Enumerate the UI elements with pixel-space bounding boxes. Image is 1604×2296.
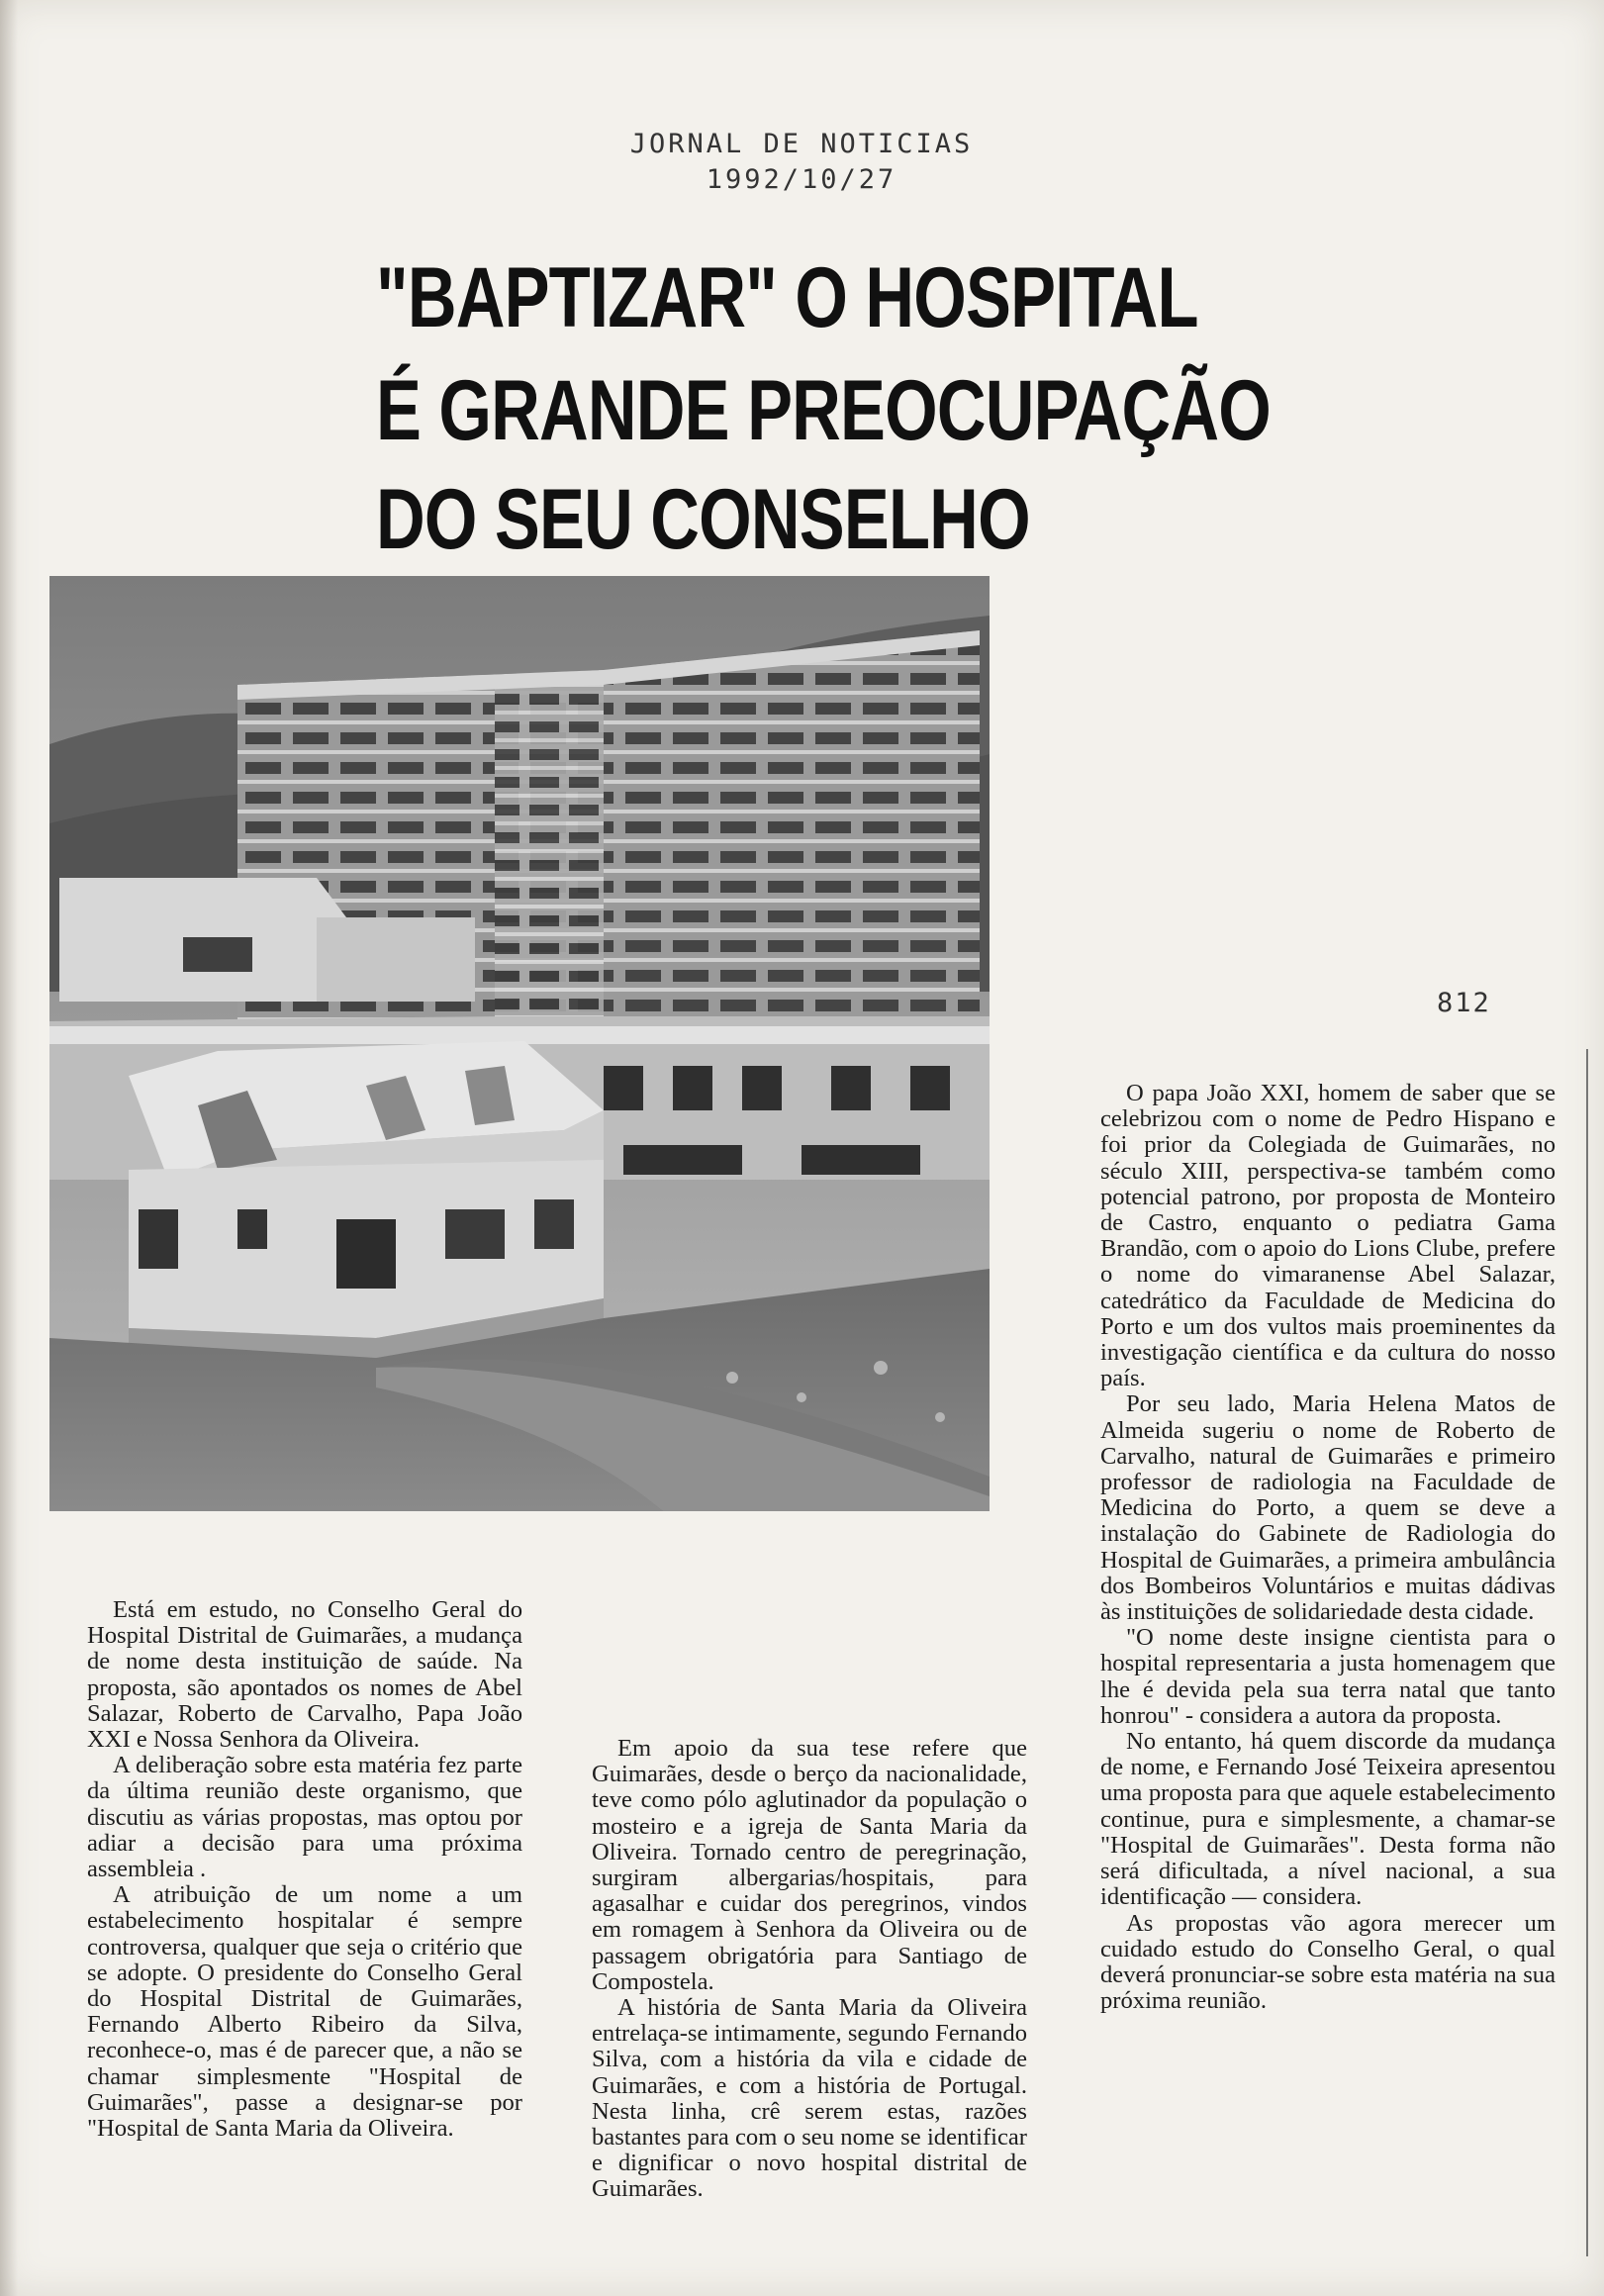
paragraph: As propostas vão agora merecer um cuidado estudo do Conselho Geral, o qual deverá pronunciar-se sobre esta matéria na sua próxima reunião. [1100, 1909, 1556, 2015]
paragraph: "O nome deste insigne cientista para o hospital representaria a justa homenagem que lhe é devida pela sua terra natal que tanto honrou" - considera a autora da proposta. [1100, 1624, 1556, 1729]
article-column-1 [87, 1597, 522, 2142]
headline-line-3: DO SEU CONSELHO [376, 472, 1030, 567]
paragraph: A história de Santa Maria da Oliveira entrelaça-se intimamente, segundo Fernando Silva, com a história da vila e cidade de Guimarães, e com a história de Portugal. Nesta linha, crê serem estas, razões bastantes para com o seu nome se identificar e dignificar o novo hospital distrital de Guimarães. [592, 1994, 1027, 2203]
margin-rule [1586, 1049, 1588, 2256]
paragraph: No entanto, há quem discorde da mudança de nome, e Fernando José Teixeira apresentou uma proposta para que aquele estabelecimento continue, pura e simplesmente, a chamar-se "Hospital de Guimarães". Desta forma não será dificultada, a nível nacional, a sua identificação — considera. [1100, 1728, 1556, 1911]
hospital-photo [49, 576, 990, 1511]
article-column-3 [1100, 1081, 1556, 2014]
headline-line-1: "BAPTIZAR" O HOSPITAL [376, 250, 1198, 345]
paragraph: Está em estudo, no Conselho Geral do Hospital Distrital de Guimarães, a mudança de nome desta instituição de saúde. Na proposta, são apontados os nomes de Abel Salazar, Roberto de Carvalho, Papa João XXI e Nossa Senhora da Oliveira. [87, 1596, 522, 1754]
newspaper-source-stamp: JORNAL DE NOTICIAS [629, 129, 974, 159]
paragraph: A deliberação sobre esta matéria fez parte da última reunião deste organismo, que discutiu as várias propostas, mas optou por adiar a decisão para uma próxima assembleia . [87, 1752, 522, 1883]
headline-line-2: É GRANDE PREOCUPAÇÃO [376, 363, 1271, 458]
page-number: 812 [1437, 988, 1491, 1018]
hospital-building-illustration [49, 576, 990, 1511]
paragraph: A atribuição de um nome a um estabelecimento hospitalar é sempre controversa, qualquer que seja o critério que se adopte. O presidente do Conselho Geral do Hospital Distrital de Guimarães, Fernando Alberto Ribeiro da Silva, reconhece-o, mas é de parecer que, a não se chamar simplesmente "Hospital de Guimarães", passe a designar-se por "Hospital de Santa Maria da Oliveira. [87, 1881, 522, 2143]
scan-edge-shadow [0, 0, 18, 2296]
paragraph: Em apoio da sua tese refere que Guimarães, desde o berço da nacionalidade, teve como pólo aglutinador da população o mosteiro e a igreja de Santa Maria da Oliveira. Tornado centro de peregrinação, surgiram albergarias/hospitais, para agasalhar e cuidar dos peregrinos, vindos em romagem à Senhora da Oliveira ou de passagem obrigatória para Santiago de Compostela. [592, 1735, 1027, 1995]
paragraph: O papa João XXI, homem de saber que se celebrizou com o nome de Pedro Hispano e foi prior da Colegiada de Guimarães, no século XIII, perspectiva-se também como potencial patrono, por proposta de Monteiro de Castro, enquanto o pediatra Gama Brandão, com o apoio do Lions Clube, prefere o nome do vimaranense Abel Salazar, catedrático da Faculdade de Medicina do Porto e um dos vultos mais proeminentes da investigação científica e da cultura do nosso país. [1100, 1080, 1556, 1392]
article-column-2 [592, 1736, 1027, 2203]
paragraph: Por seu lado, Maria Helena Matos de Almeida sugeriu o nome de Roberto de Carvalho, natural de Guimarães e primeiro professor de radiologia na Faculdade de Medicina do Porto, a quem se deve a instalação do Gabinete de Radiologia do Hospital de Guimarães, a primeira ambulância dos Bombeiros Voluntários e muitas dádivas às instituições de solidariedade desta cidade. [1100, 1390, 1556, 1626]
publication-date-stamp: 1992/10/27 [706, 164, 897, 195]
